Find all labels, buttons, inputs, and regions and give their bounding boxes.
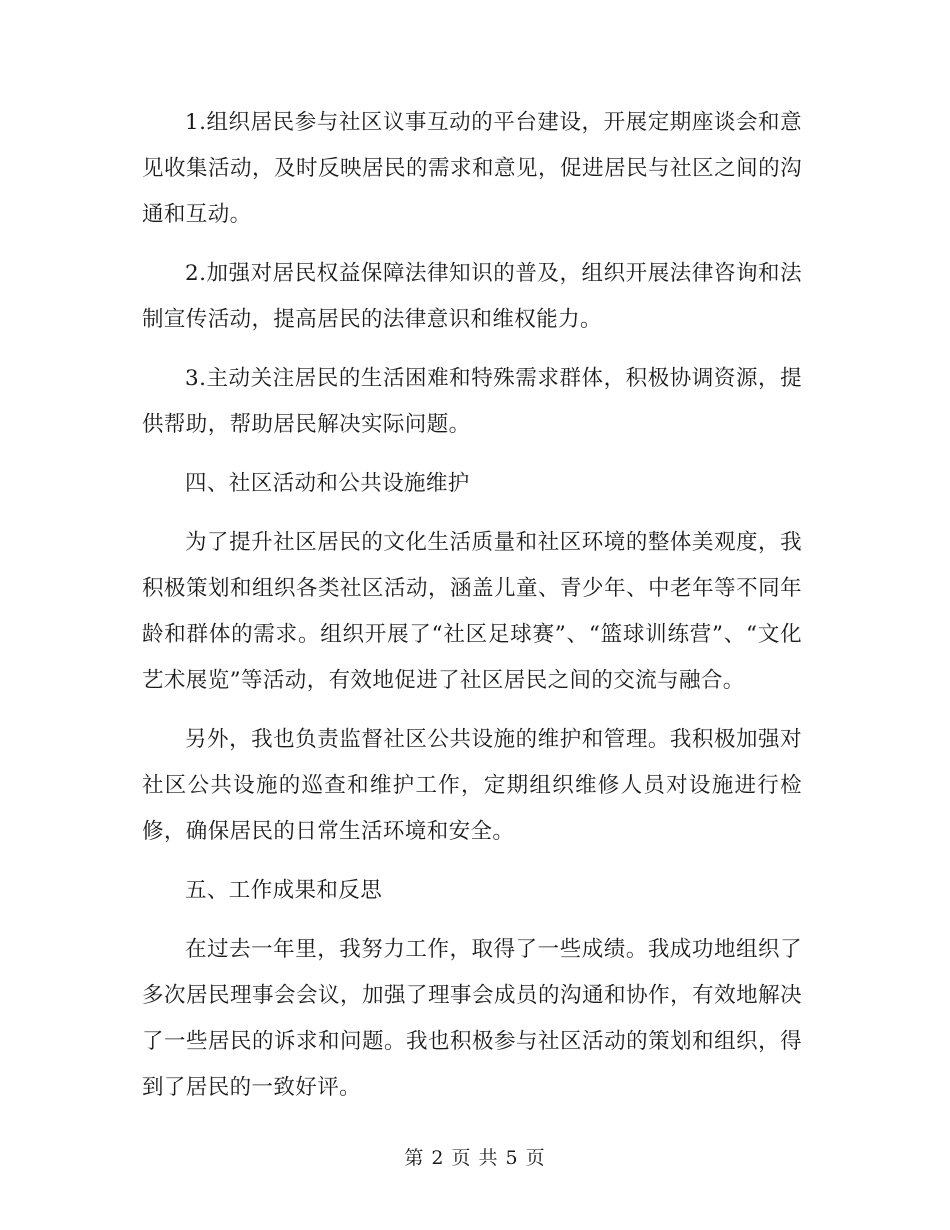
page-footer: 第 2 页 共 5 页 xyxy=(404,1147,546,1169)
section-heading-4: 四、社区活动和公共设施维护 xyxy=(185,471,470,496)
paragraph-item-2: 2.加强对居民权益保障法律知识的普及，组织开展法律咨询和法制宣传活动，提高居民的法律意识和维权能力。 xyxy=(142,261,802,332)
section-heading-5: 五、工作成果和反思 xyxy=(185,878,383,903)
paragraph-item-3: 3.主动关注居民的生活困难和特殊需求群体，积极协调资源，提供帮助，帮助居民解决实际问题。 xyxy=(142,366,802,437)
paragraph-community-activities: 为了提升社区居民的文化生活质量和社区环境的整体美观度，我积极策划和组织各类社区活动，涵盖儿童、青少年、中老年等不同年龄和群体的需求。组织开展了“社区足球赛”、“篮球训练营”、“文化艺术展览”等活动，有效地促进了社区居民之间的交流与融合。 xyxy=(142,530,802,693)
paragraph-item-1: 1.组织居民参与社区议事互动的平台建设，开展定期座谈会和意见收集活动，及时反映居民的需求和意见，促进居民与社区之间的沟通和互动。 xyxy=(142,110,802,227)
paragraph-achievements: 在过去一年里，我努力工作，取得了一些成绩。我成功地组织了多次居民理事会会议，加强了理事会成员的沟通和协作，有效地解决了一些居民的诉求和问题。我也积极参与社区活动的策划和组织，得到了居民的一致好评。 xyxy=(142,937,802,1100)
paragraph-facility-maintenance: 另外，我也负责监督社区公共设施的维护和管理。我积极加强对社区公共设施的巡查和维护工作，定期组织维修人员对设施进行检修，确保居民的日常生活环境和安全。 xyxy=(142,727,802,844)
document-body xyxy=(142,100,802,1124)
